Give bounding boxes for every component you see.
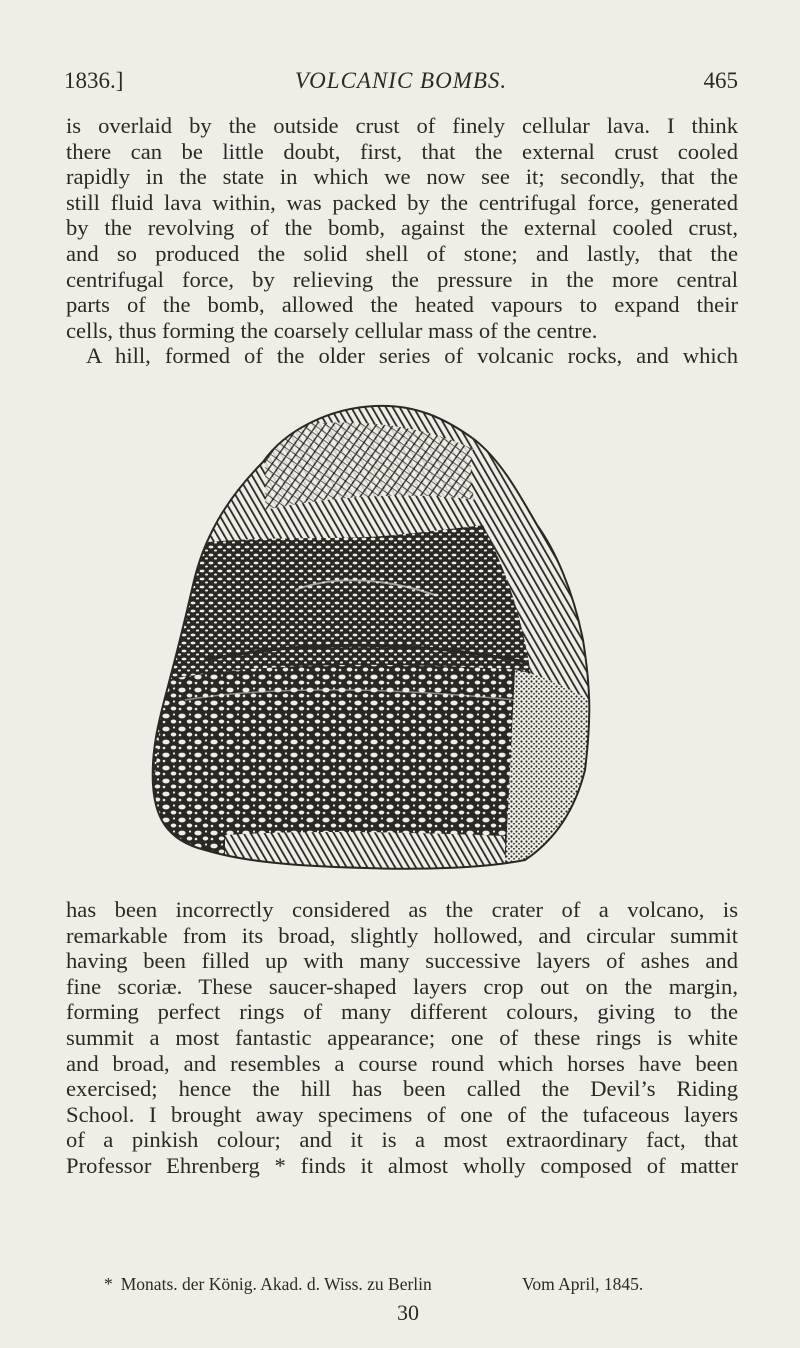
footnote-mark: *: [104, 1274, 113, 1294]
running-head-year: 1836.]: [64, 68, 124, 93]
text-line: there can be little doubt, first, that the external crust cooled: [66, 138, 738, 164]
text-line: School. I brought away specimens of one of the tufaceous layers: [66, 1101, 738, 1127]
text-line: still fluid lava within, was packed by the centrifugal force, generated: [66, 189, 738, 215]
page-number: 465: [703, 68, 738, 93]
text-line: is overlaid by the outside crust of finely cellular lava. I think: [66, 113, 738, 138]
text-line: rapidly in the state in which we now see it; secondly, that the: [66, 164, 738, 190]
signature-mark: 30: [397, 1300, 419, 1325]
footnote: [104, 1272, 724, 1296]
text-line: by the revolving of the bomb, against the external cooled crust,: [66, 215, 738, 241]
text-line: of a pinkish colour; and it is a most extraordinary fact, that: [66, 1127, 738, 1153]
footnote-text: Monats. der König. Akad. d. Wiss. zu Berlin: [120, 1274, 432, 1294]
paragraph-top: [66, 113, 738, 369]
running-head: [64, 66, 738, 96]
text-line: has been incorrectly considered as the crater of a volcano, is: [66, 897, 738, 922]
paragraph-bottom: [66, 897, 738, 1179]
text-line: parts of the bomb, allowed the heated vapours to expand their: [66, 292, 738, 318]
running-head-title: VOLCANIC BOMBS.: [294, 68, 508, 93]
text-line: and broad, and resembles a course round which horses have been: [66, 1050, 738, 1076]
text-line: centrifugal force, by relieving the pressure in the more central: [66, 266, 738, 292]
text-line: and so produced the solid shell of stone; and lastly, that the: [66, 240, 738, 266]
text-line: cells, thus forming the coarsely cellular mass of the centre.: [66, 317, 598, 343]
text-line: having been filled up with many successive layers of ashes and: [66, 948, 738, 974]
text-line: exercised; hence the hill has been called the Devil’s Riding: [66, 1076, 738, 1102]
bomb-body: [145, 400, 595, 870]
text-line: forming perfect rings of many different colours, giving to the: [66, 999, 738, 1025]
text-line: Professor Ehrenberg * finds it almost wholly composed of matter: [66, 1152, 738, 1178]
text-line: A hill, formed of the older series of volcanic rocks, and which: [86, 343, 738, 369]
text-line: remarkable from its broad, slightly hollowed, and circular summit: [66, 922, 738, 948]
text-line: summit a most fantastic appearance; one of these rings is white: [66, 1024, 738, 1050]
text-line: fine scoriæ. These saucer-shaped layers crop out on the margin,: [66, 973, 738, 999]
footnote-date: Vom April, 1845.: [522, 1274, 644, 1294]
volcanic-bomb-illustration: [145, 400, 595, 870]
